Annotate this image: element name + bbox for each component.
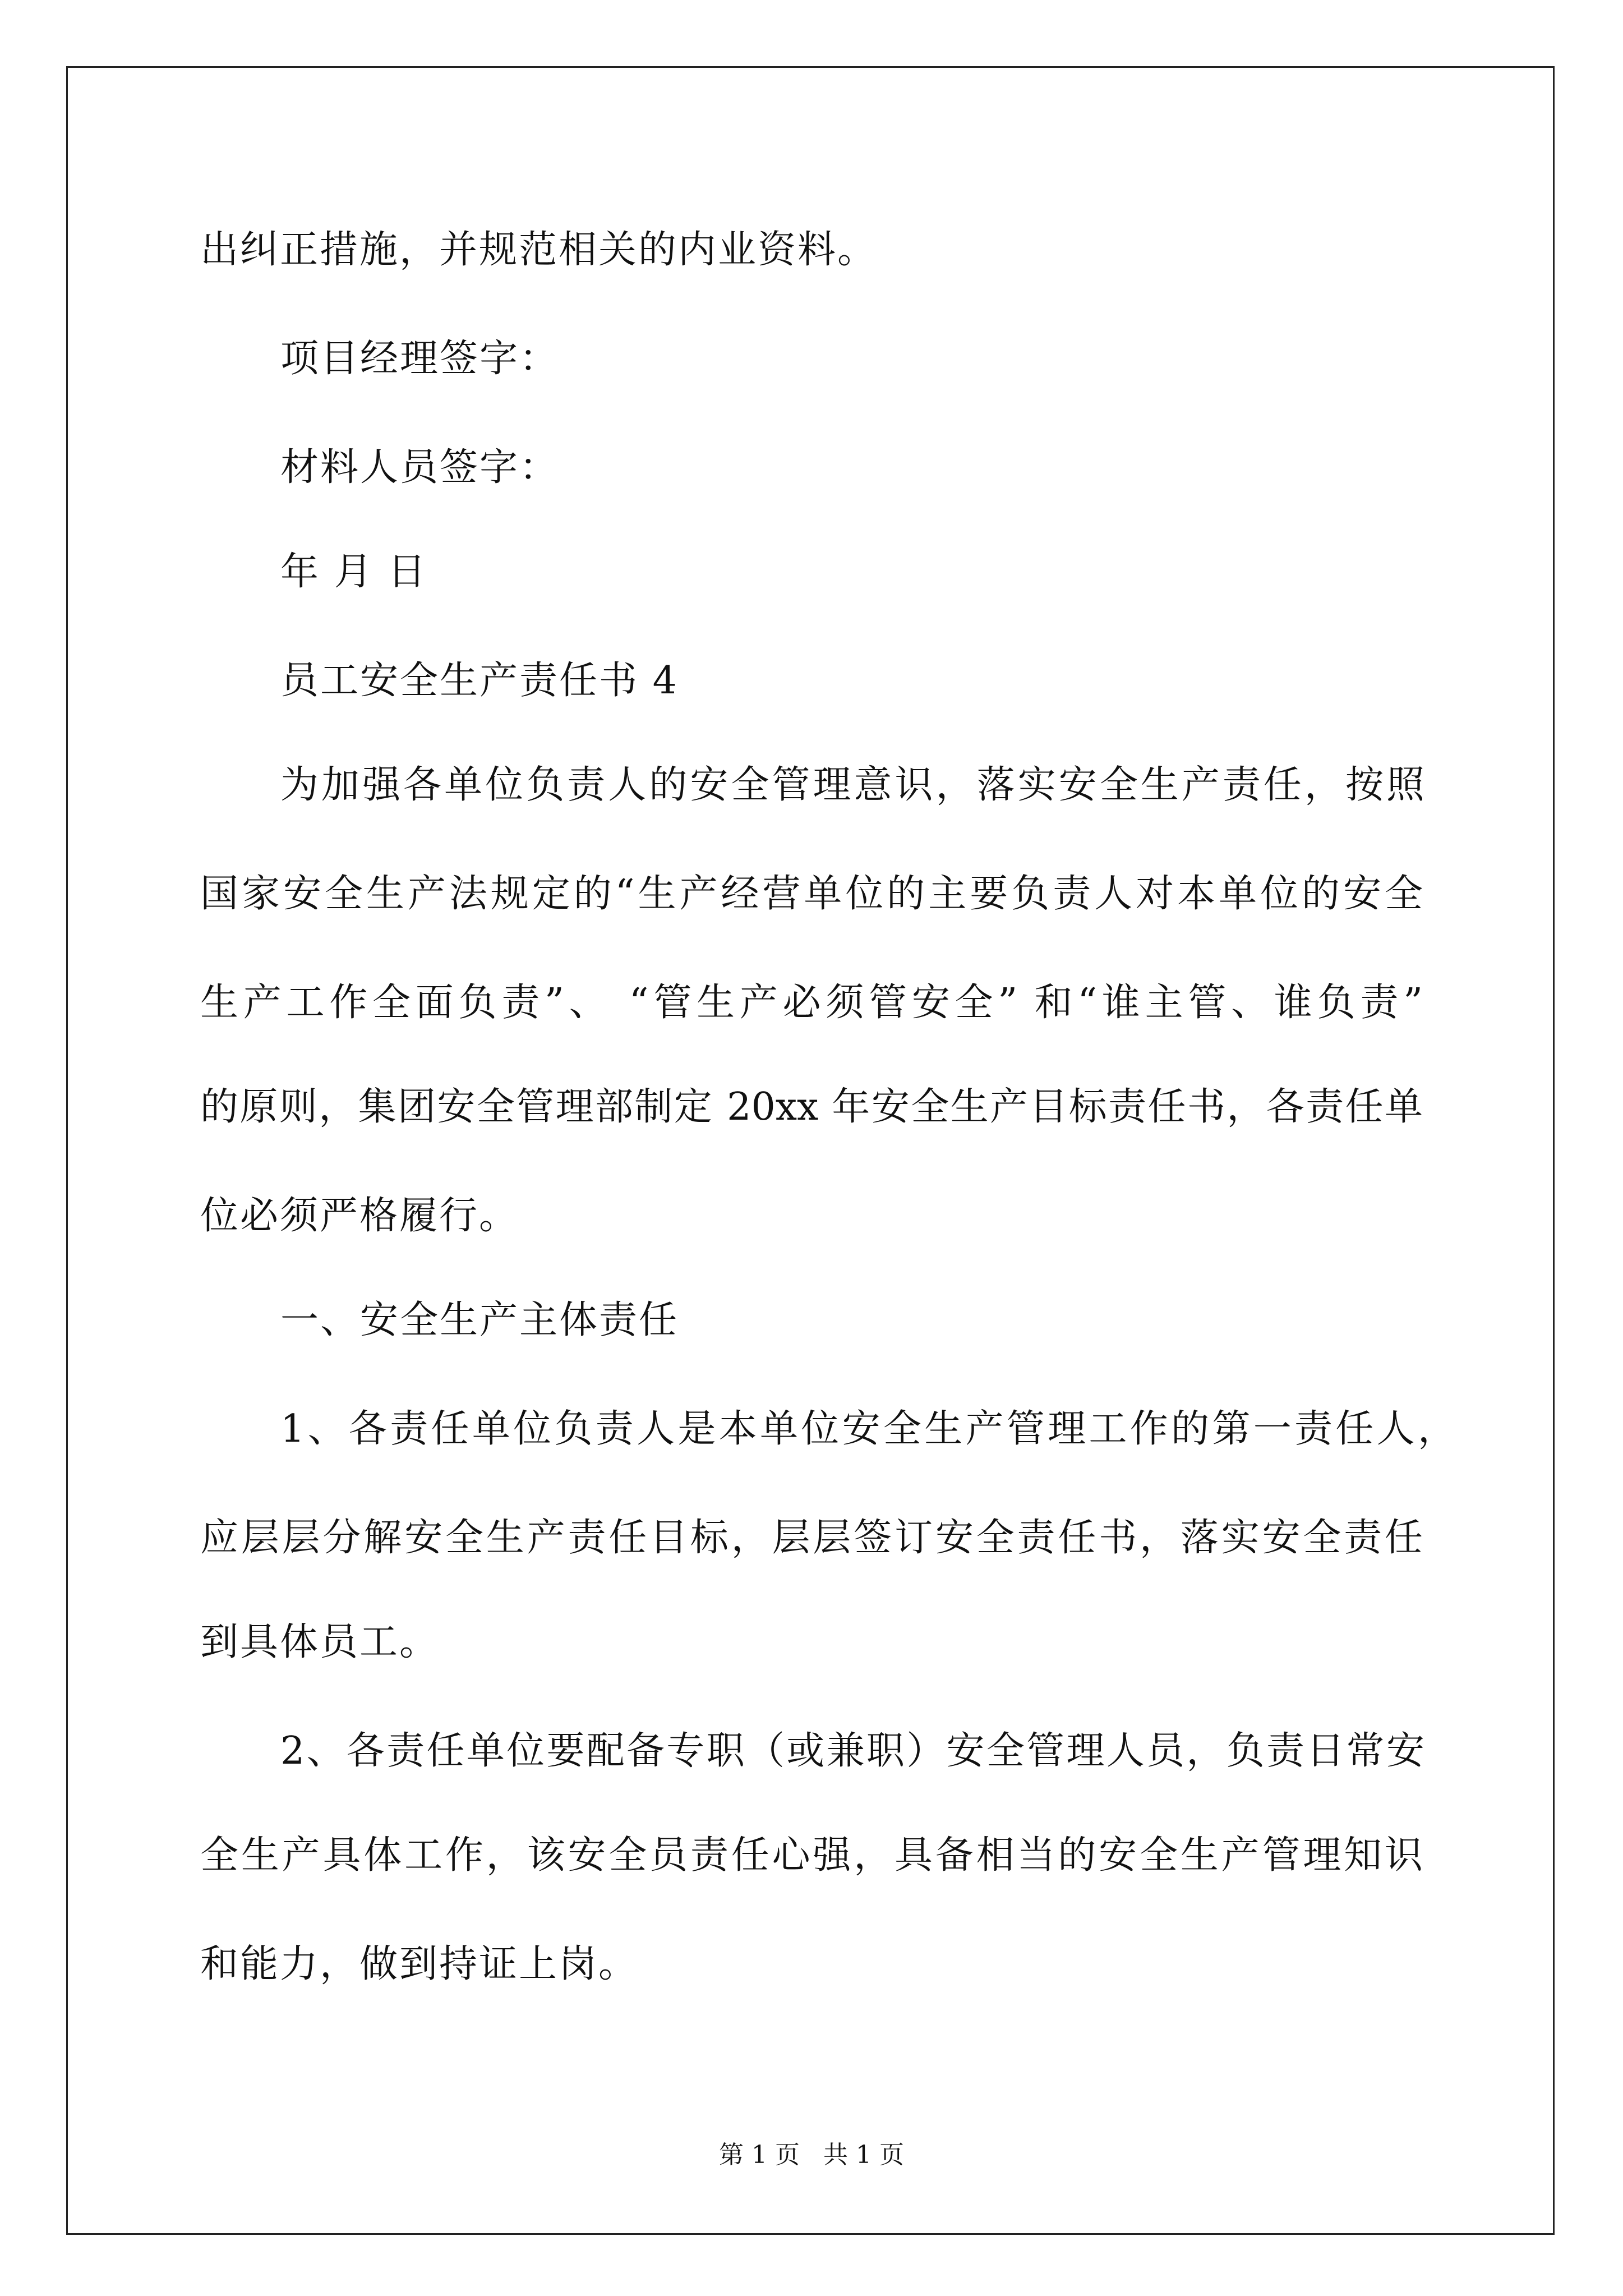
paragraph-line: 位必须严格履行。 (200, 1194, 519, 1238)
date-line: 年 月 日 (280, 550, 428, 594)
signature-project-manager: 项目经理签字： (280, 337, 560, 381)
paragraph-line: 到具体员工。 (200, 1620, 440, 1664)
paragraph-line: 为加强各单位负责人的安全管理意识，落实安全生产责任，按照 (280, 763, 1424, 807)
paragraph-line: 1、各责任单位负责人是本单位安全生产管理工作的第一责任人， (280, 1407, 1456, 1451)
paragraph-line: 国家安全生产法规定的“生产经营单位的主要负责人对本单位的安全 (200, 872, 1423, 916)
paragraph-line: 生产工作全面负责”、 “管生产必须管安全” 和“谁主管、谁负责” (200, 981, 1423, 1025)
subsection-heading: 一、安全生产主体责任 (280, 1298, 679, 1342)
paragraph-line: 2、各责任单位要配备专职（或兼职）安全管理人员，负责日常安 (280, 1729, 1424, 1773)
paragraph-line: 出纠正措施，并规范相关的内业资料。 (200, 228, 878, 272)
page-footer: 第 1 页 共 1 页 (719, 2141, 904, 2169)
section-heading: 员工安全生产责任书 4 (280, 659, 679, 703)
paragraph-line: 的原则，集团安全管理部制定 20xx 年安全生产目标责任书，各责任单 (200, 1085, 1423, 1129)
page-border (66, 66, 1555, 2235)
signature-material-staff: 材料人员签字： (280, 445, 560, 490)
paragraph-line: 全生产具体工作，该安全员责任心强，具备相当的安全生产管理知识 (200, 1833, 1423, 1878)
paragraph-line: 应层层分解安全生产责任目标，层层签订安全责任书，落实安全责任 (200, 1516, 1423, 1560)
paragraph-line: 和能力，做到持证上岗。 (200, 1942, 639, 1986)
